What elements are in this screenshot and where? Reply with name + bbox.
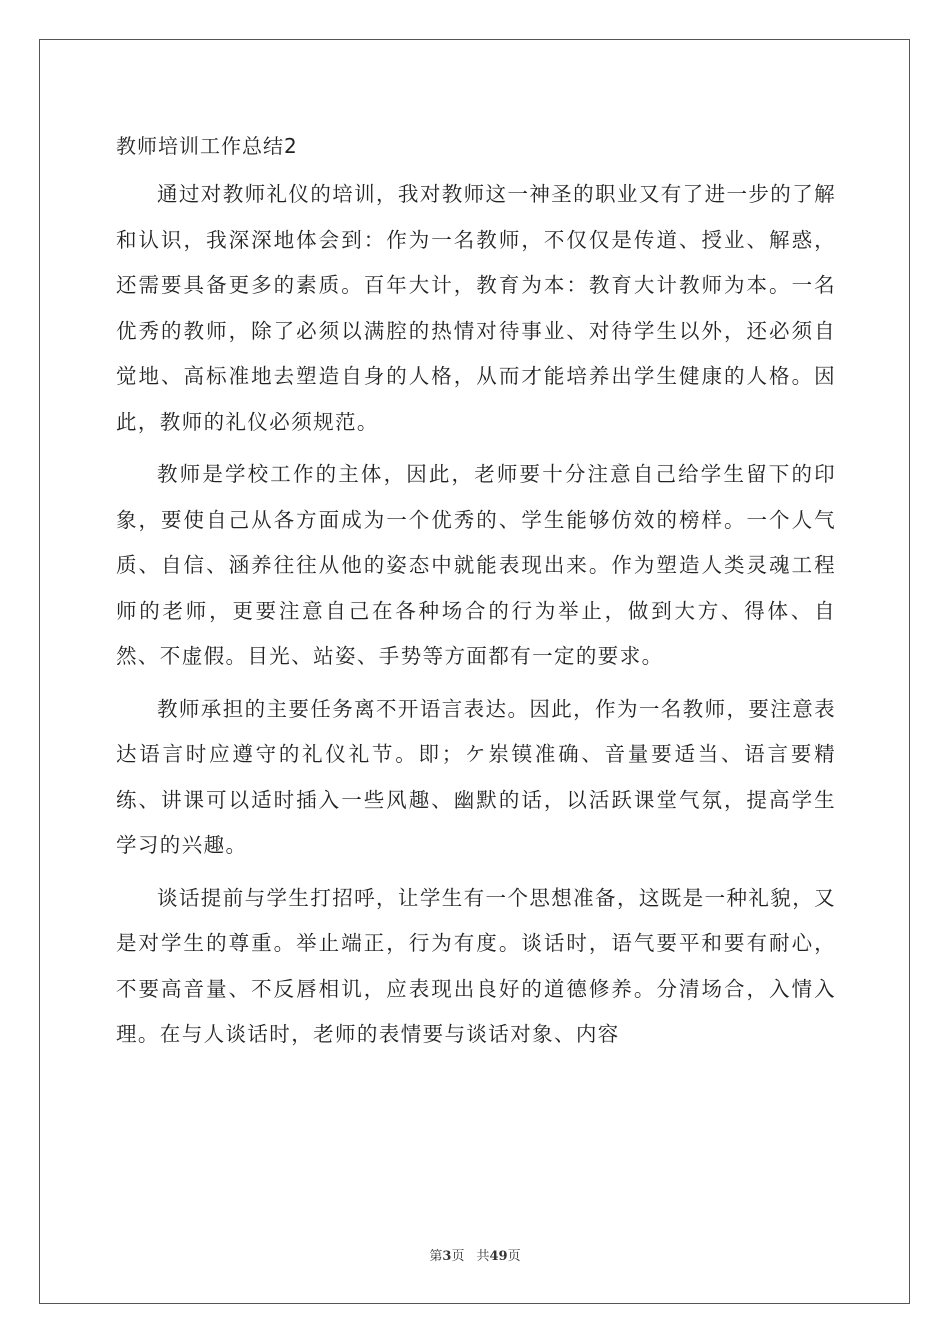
total-pages: 49 bbox=[489, 1249, 508, 1264]
document-body bbox=[116, 126, 836, 1065]
page-footer bbox=[0, 1248, 950, 1266]
page-number: 3 bbox=[442, 1249, 452, 1264]
document-title: 教师培训工作总结2 bbox=[116, 134, 298, 158]
paragraph-conversation-etiquette: 谈话提前与学生打招呼，让学生有一个思想准备，这既是一种礼貌，又是对学生的尊重。举止端正，行为有度。谈话时，语气要平和要有耐心，不要高音量、不反唇相讥，应表现出良好的道德修养。分清场合，入情入理。在与人谈话时，老师的表情要与谈话对象、内容 bbox=[116, 885, 836, 1046]
paragraph-language-expression: 教师承担的主要任务离不开语言表达。因此，作为一名教师，要注意表达语言时应遵守的礼仪礼节。即；ケ岽镆准确、音量要适当、语言要精练、讲课可以适时插入一些风趣、幽默的话，以活跃课堂气氛，提高学生学习的兴趣。 bbox=[116, 696, 836, 857]
paragraph-etiquette-training: 通过对教师礼仪的培训，我对教师这一神圣的职业又有了进一步的了解和认识，我深深地体会到：作为一名教师，不仅仅是传道、授业、解惑，还需要具备更多的素质。百年大计，教育为本：教育大计教师为本。一名优秀的教师，除了必须以满腔的热情对待事业、对待学生以外，还必须自觉地、高标准地去塑造自身的人格，从而才能培养出学生健康的人格。因此，教师的礼仪必须规范。 bbox=[116, 182, 836, 434]
page-label-suffix: 页 bbox=[451, 1249, 465, 1264]
paragraph-teacher-role-model: 教师是学校工作的主体，因此，老师要十分注意自己给学生留下的印象，要使自己从各方面成为一个优秀的、学生能够仿效的榜样。一个人气质、自信、涵养往往从他的姿态中就能表现出来。作为塑造人类灵魂工程师的老师，更要注意自己在各种场合的行为举止，做到大方、得体、自然、不虚假。目光、站姿、手势等方面都有一定的要求。 bbox=[116, 462, 836, 668]
total-label-suffix: 页 bbox=[507, 1249, 521, 1264]
page-label-prefix: 第 bbox=[429, 1249, 443, 1264]
total-label-prefix: 共 bbox=[476, 1249, 490, 1264]
